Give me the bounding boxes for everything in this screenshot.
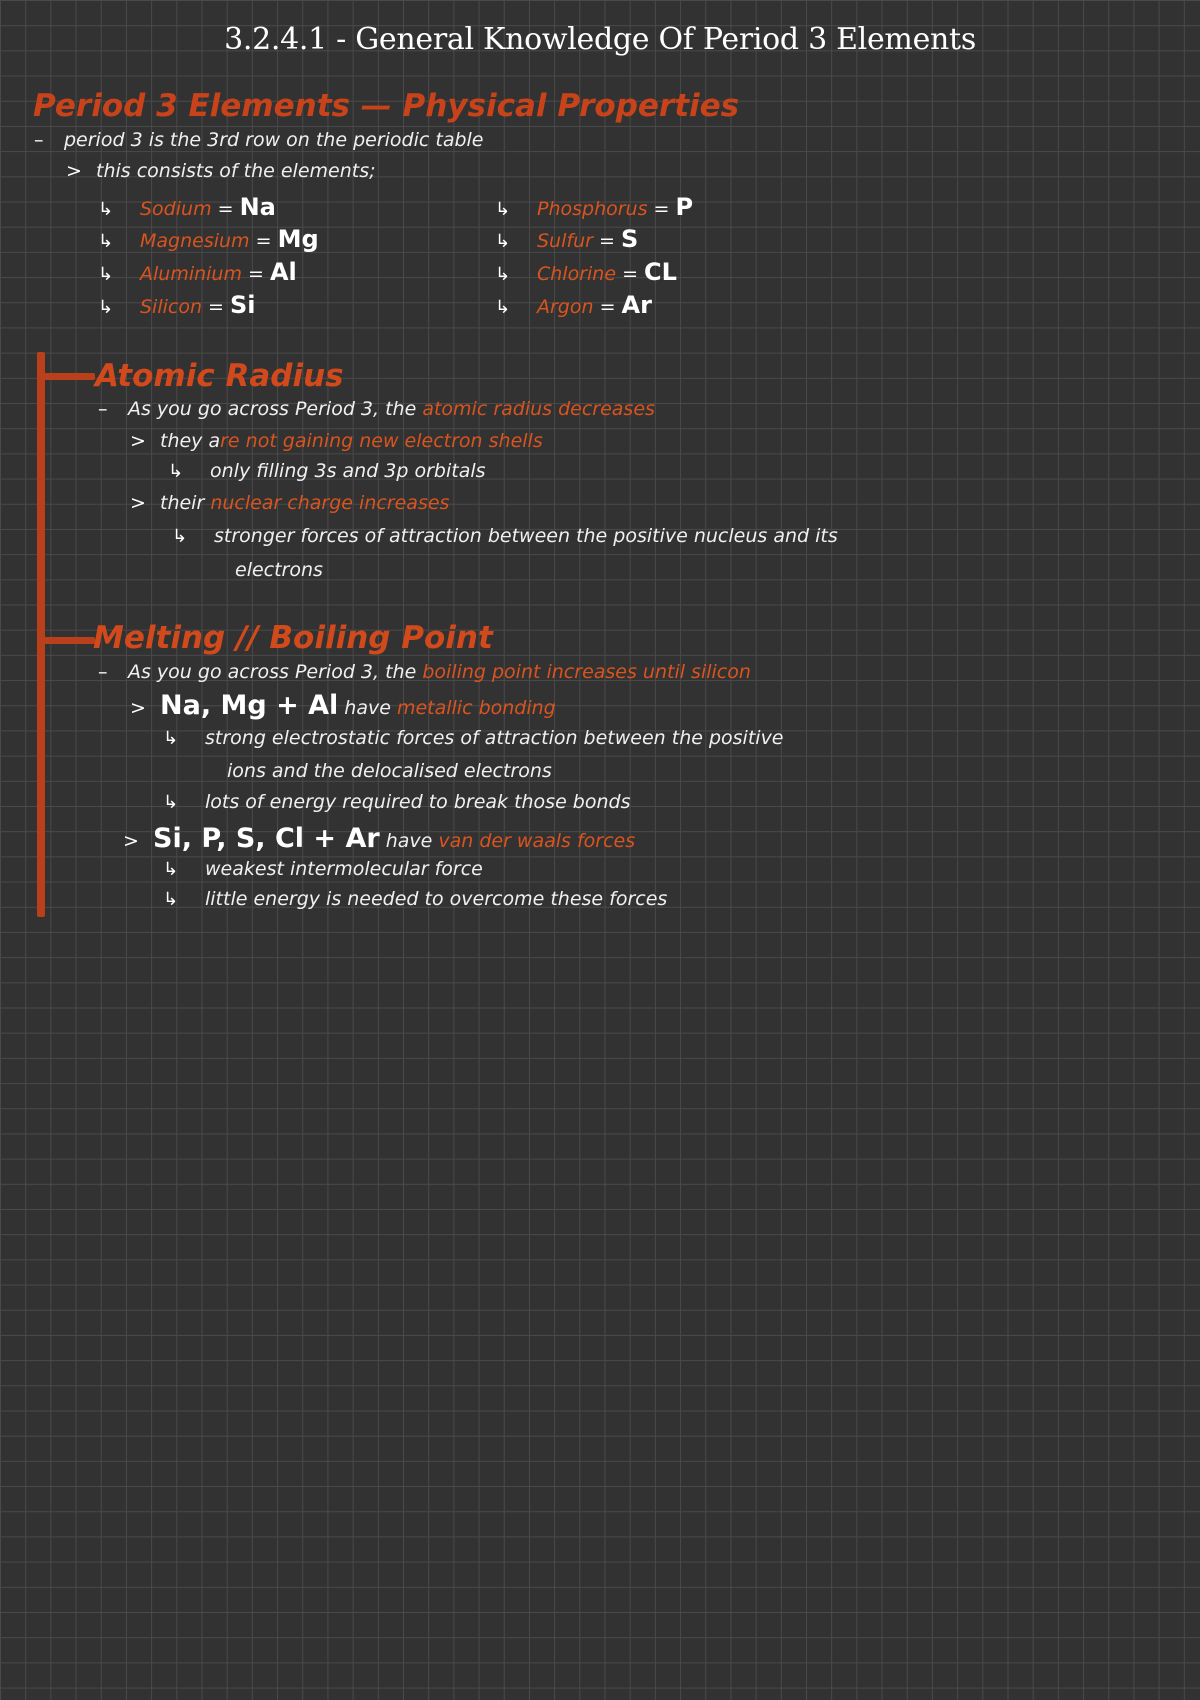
arrow-icon: ↳ bbox=[163, 792, 179, 813]
note-line: > their nuclear charge increases bbox=[130, 492, 450, 514]
arrow-icon: ↳ bbox=[495, 231, 511, 252]
note-line: electrons bbox=[235, 559, 323, 581]
arrow-icon: ↳ bbox=[163, 859, 179, 880]
element-item: ↳ Magnesium = Mg bbox=[98, 225, 319, 253]
element-item: ↳ Argon = Ar bbox=[495, 291, 652, 319]
note-line: > Na, Mg + Al have metallic bonding bbox=[130, 690, 556, 721]
note-line: ↳ little energy is needed to overcome these forces bbox=[163, 888, 668, 910]
arrow-icon: ↳ bbox=[168, 461, 184, 482]
element-item: ↳ Silicon = Si bbox=[98, 291, 256, 319]
section-bracket bbox=[37, 352, 45, 917]
bracket-tick bbox=[37, 373, 95, 380]
section-heading-melting-boiling-point: Melting // Boiling Point bbox=[93, 620, 493, 656]
note-line: ↳ strong electrostatic forces of attraction between the positive bbox=[163, 727, 784, 749]
arrow-icon: ↳ bbox=[98, 297, 114, 318]
section-heading-atomic-radius: Atomic Radius bbox=[95, 358, 344, 394]
arrow-icon: ↳ bbox=[98, 199, 114, 220]
note-line: ↳ stronger forces of attraction between the positive nucleus and its bbox=[172, 525, 838, 547]
note-line: ions and the delocalised electrons bbox=[227, 760, 552, 782]
note-line: – period 3 is the 3rd row on the periodic table bbox=[34, 129, 484, 151]
element-item: ↳ Chlorine = CL bbox=[495, 258, 677, 286]
element-item: ↳ Phosphorus = P bbox=[495, 193, 694, 221]
arrow-icon: ↳ bbox=[495, 199, 511, 220]
note-line: – As you go across Period 3, the boiling point increases until silicon bbox=[98, 661, 751, 683]
arrow-icon: ↳ bbox=[163, 728, 179, 749]
bracket-tick bbox=[37, 637, 95, 644]
note-line: ↳ only filling 3s and 3p orbitals bbox=[168, 460, 486, 482]
note-line: > this consists of the elements; bbox=[66, 160, 376, 182]
note-line: ↳ weakest intermolecular force bbox=[163, 858, 483, 880]
arrow-icon: ↳ bbox=[495, 297, 511, 318]
note-line: ↳ lots of energy required to break those bonds bbox=[163, 791, 631, 813]
arrow-icon: ↳ bbox=[98, 231, 114, 252]
page-title: 3.2.4.1 - General Knowledge Of Period 3 Elements bbox=[224, 22, 976, 57]
note-line: > Si, P, S, Cl + Ar have van der waals forces bbox=[123, 823, 636, 854]
note-line: – As you go across Period 3, the atomic radius decreases bbox=[98, 398, 655, 420]
element-item: ↳ Sulfur = S bbox=[495, 225, 639, 253]
arrow-icon: ↳ bbox=[163, 889, 179, 910]
section-heading-physical-properties: Period 3 Elements — Physical Properties bbox=[33, 88, 740, 124]
element-item: ↳ Aluminium = Al bbox=[98, 258, 297, 286]
element-item: ↳ Sodium = Na bbox=[98, 193, 276, 221]
arrow-icon: ↳ bbox=[172, 526, 188, 547]
arrow-icon: ↳ bbox=[495, 264, 511, 285]
note-line: > they are not gaining new electron shells bbox=[130, 430, 543, 452]
arrow-icon: ↳ bbox=[98, 264, 114, 285]
